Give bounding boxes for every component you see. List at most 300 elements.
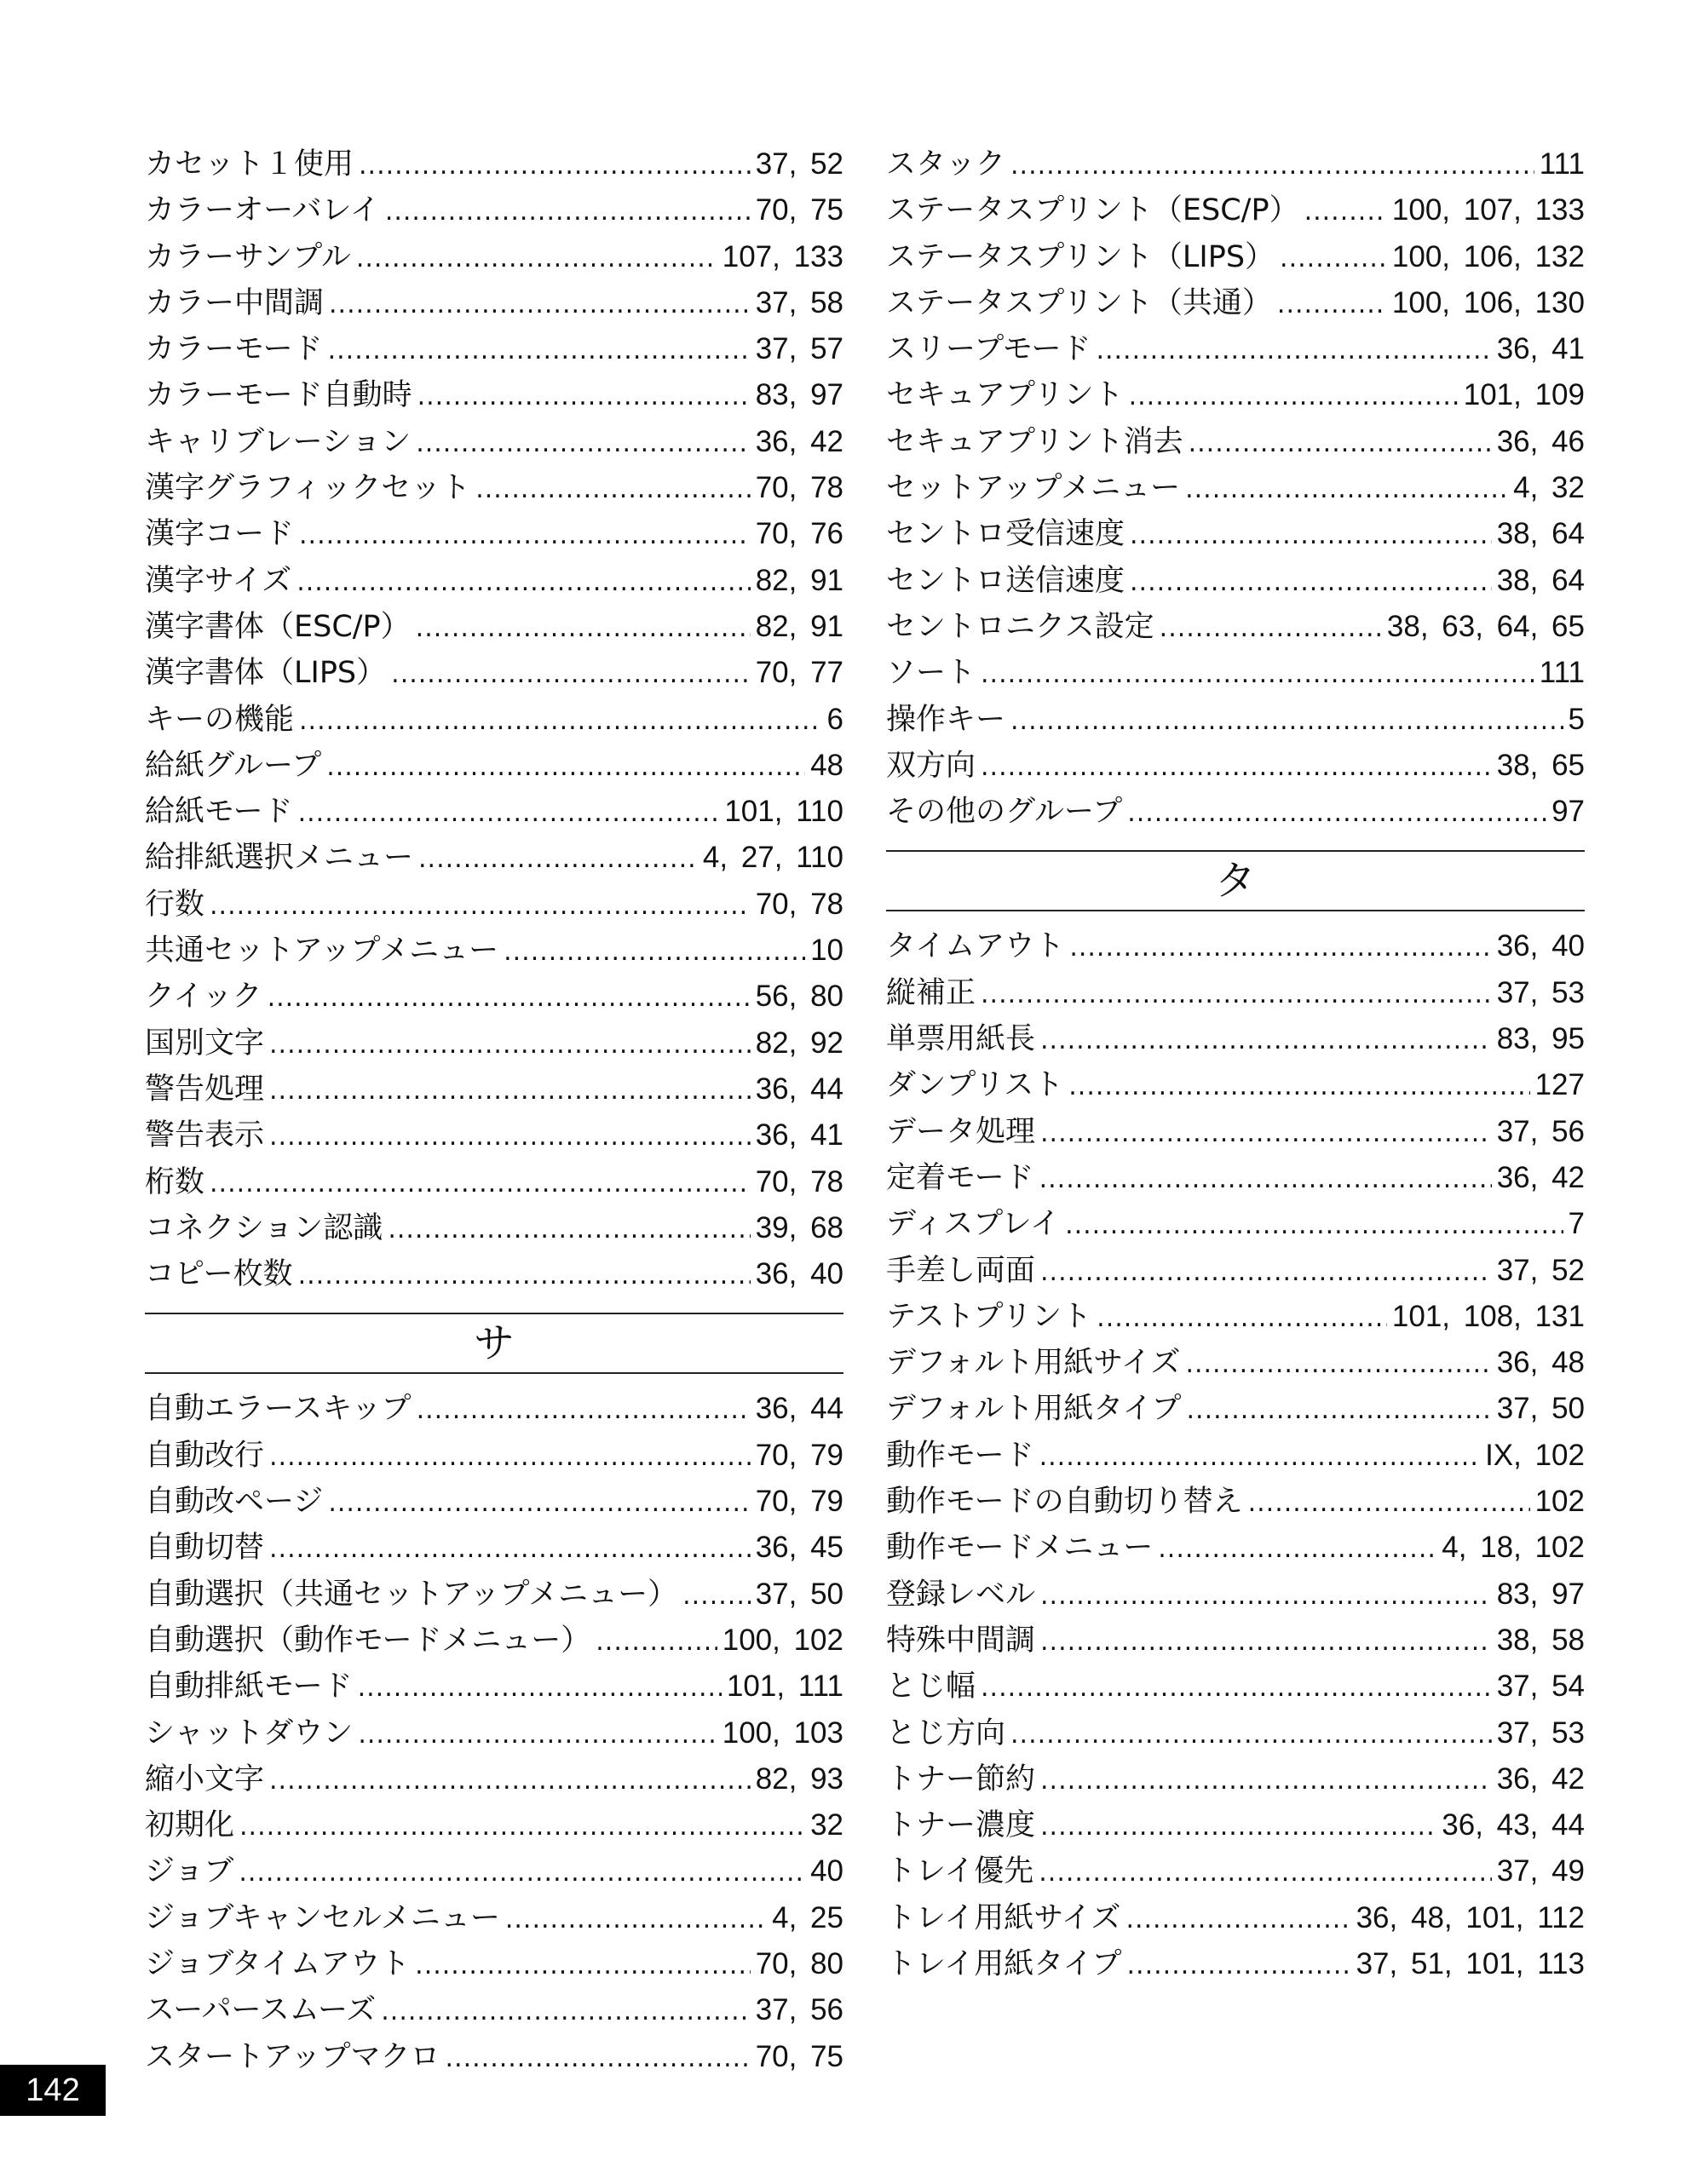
index-entry	[145, 326, 843, 372]
index-page-refs: 37, 53	[1496, 975, 1585, 1009]
index-entry	[886, 1848, 1585, 1894]
index-term: 漢字サイズ	[145, 563, 292, 598]
index-term: とじ幅	[886, 1670, 976, 1704]
index-term: カセット１使用	[145, 147, 354, 181]
index-entry	[145, 1618, 843, 1664]
index-term: 自動エラースキップ	[145, 1392, 412, 1427]
index-entry	[145, 604, 843, 650]
index-term: 定着モード	[886, 1160, 1034, 1195]
index-term: 桁数	[145, 1164, 205, 1199]
index-page-refs: 83, 97	[755, 378, 843, 412]
index-entry	[886, 1710, 1585, 1756]
dot-leader	[417, 374, 751, 420]
index-term: 警告表示	[145, 1118, 265, 1153]
dot-leader	[1039, 1157, 1492, 1203]
index-entry	[886, 743, 1585, 789]
index-entry	[886, 1062, 1585, 1108]
index-column-left	[145, 141, 843, 2080]
index-entry	[145, 1066, 843, 1112]
index-entry	[145, 419, 843, 465]
index-entry	[886, 1664, 1585, 1710]
index-term: ジョブタイムアウト	[145, 1946, 411, 1981]
index-page-refs: 37, 50	[1496, 1392, 1585, 1426]
index-entry	[886, 923, 1585, 969]
index-entry	[145, 1251, 843, 1297]
dot-leader	[391, 652, 751, 698]
dot-leader	[475, 467, 750, 513]
index-term: デフォルト用紙サイズ	[886, 1346, 1181, 1381]
index-entry	[886, 511, 1585, 557]
index-entry	[145, 234, 843, 280]
dot-leader	[1096, 328, 1491, 374]
index-entry	[886, 1201, 1585, 1247]
index-term: スリープモード	[886, 332, 1091, 367]
index-entry	[145, 1941, 843, 1987]
dot-leader	[388, 1207, 750, 1253]
index-page-refs: 37, 53	[1496, 1716, 1585, 1750]
index-term: 特殊中間調	[886, 1623, 1036, 1658]
index-entry	[886, 1109, 1585, 1155]
index-term: カラー中間調	[145, 285, 325, 320]
index-entry	[886, 1433, 1585, 1479]
index-page-refs: 82, 91	[755, 563, 843, 597]
index-term: セットアップメニュー	[886, 471, 1181, 506]
index-page-refs: 107, 133	[722, 239, 843, 273]
index-entry	[145, 558, 843, 604]
index-entry	[145, 1020, 843, 1066]
index-entry	[145, 511, 843, 557]
index-term: 登録レベル	[886, 1577, 1036, 1612]
index-term: 縮小文字	[145, 1762, 265, 1796]
section-heading-ta: タ	[886, 850, 1585, 911]
index-page-refs: 70, 79	[755, 1485, 843, 1519]
index-term: 動作モードの自動切り替え	[886, 1485, 1243, 1520]
index-page-refs: 36, 45	[755, 1531, 843, 1565]
index-entry	[145, 1205, 843, 1251]
index-term: 手差し両面	[886, 1253, 1036, 1288]
index-term: クイック	[145, 980, 262, 1014]
index-entry	[145, 187, 843, 233]
dot-leader	[1040, 1018, 1492, 1064]
index-entry	[145, 1479, 843, 1525]
index-page-refs: 37, 54	[1496, 1670, 1585, 1704]
index-page-refs: 38, 58	[1496, 1623, 1585, 1657]
dot-leader	[1097, 1296, 1387, 1342]
index-term: 自動排紙モード	[145, 1670, 353, 1704]
index-entry	[886, 419, 1585, 465]
index-page-refs: 101, 110	[724, 795, 843, 829]
index-entry	[145, 1386, 843, 1432]
index-entry	[145, 789, 843, 835]
index-term: 自動改行	[145, 1438, 265, 1473]
index-entry	[886, 326, 1585, 372]
index-page-refs: 82, 91	[755, 609, 843, 643]
index-term: 単票用紙長	[886, 1022, 1036, 1057]
index-page-refs: 70, 78	[755, 471, 843, 505]
dot-leader	[269, 1068, 751, 1114]
index-entry	[886, 1941, 1585, 1987]
dot-leader	[239, 1804, 805, 1850]
dot-leader	[328, 1480, 750, 1526]
index-page-refs: 36, 41	[755, 1118, 843, 1152]
dot-leader	[1040, 1573, 1492, 1619]
index-page-refs: 102	[1534, 1485, 1585, 1519]
index-page-refs: 37, 49	[1496, 1854, 1585, 1888]
index-page-refs: 70, 75	[755, 193, 843, 227]
index-page-refs: 70, 78	[755, 1164, 843, 1198]
index-entry	[886, 187, 1585, 233]
index-term: 国別文字	[145, 1026, 265, 1060]
dot-leader	[1158, 1526, 1436, 1572]
index-page-refs: 83, 95	[1496, 1022, 1585, 1056]
index-term: トレイ用紙タイプ	[886, 1946, 1122, 1981]
index-term: 動作モード	[886, 1438, 1034, 1473]
index-page-refs: 111	[1539, 656, 1585, 690]
index-term: ジョブ	[145, 1854, 234, 1889]
dot-leader	[1125, 1897, 1350, 1943]
index-page-refs: 100, 106, 130	[1391, 285, 1585, 319]
page-number: 142	[0, 2065, 106, 2116]
index-entry	[145, 1987, 843, 2033]
dot-leader	[1040, 1250, 1492, 1296]
index-term: セキュアプリント消去	[886, 424, 1183, 459]
index-term: カラーオーバレイ	[145, 193, 380, 228]
index-entry	[145, 743, 843, 789]
index-page-refs: 36, 40	[1496, 929, 1585, 963]
index-page-refs: 37, 52	[1496, 1253, 1585, 1287]
index-page-refs: 36, 43, 44	[1442, 1808, 1585, 1842]
index-term: カラーサンプル	[145, 239, 351, 274]
index-page-refs: 4, 18, 102	[1442, 1531, 1585, 1565]
dot-leader	[1130, 560, 1492, 606]
index-entry	[145, 928, 843, 974]
index-term: ダンプリスト	[886, 1068, 1064, 1103]
dot-leader	[1068, 1064, 1529, 1110]
dot-leader	[1185, 467, 1508, 513]
dot-leader	[1129, 374, 1459, 420]
dot-leader	[446, 2036, 751, 2082]
index-entry	[886, 280, 1585, 326]
dot-leader	[1010, 698, 1563, 744]
index-term: データ処理	[886, 1114, 1036, 1149]
index-page-refs: 70, 77	[755, 656, 843, 690]
index-page-refs: 36, 48, 101, 112	[1356, 1900, 1585, 1934]
dot-leader	[381, 1989, 750, 2035]
dot-leader	[981, 1665, 1492, 1711]
index-term: とじ方向	[886, 1716, 1006, 1750]
index-term: キャリブレーション	[145, 424, 412, 459]
index-entry	[886, 558, 1585, 604]
index-page-refs: 38, 64	[1496, 517, 1585, 551]
index-page-refs: 36, 42	[1496, 1160, 1585, 1194]
dot-leader	[416, 421, 750, 467]
index-page-refs: 70, 79	[755, 1438, 843, 1472]
index-page-refs: 39, 68	[755, 1210, 843, 1244]
index-entry	[145, 1433, 843, 1479]
dot-leader	[504, 929, 805, 975]
index-term: トナー濃度	[886, 1808, 1036, 1843]
dot-leader	[239, 1850, 805, 1896]
index-page-refs: 70, 75	[755, 2039, 843, 2073]
index-entry	[145, 1112, 843, 1158]
index-page-refs: 4, 25	[772, 1900, 843, 1934]
index-page-refs: 38, 65	[1496, 748, 1585, 782]
section-heading-sa: サ	[145, 1313, 843, 1374]
index-page-refs: 97	[1551, 795, 1585, 829]
dot-leader	[415, 1943, 751, 1989]
index-term: セントロ送信速度	[886, 563, 1125, 598]
index-page-refs: 83, 97	[1496, 1577, 1585, 1611]
dot-leader	[210, 1161, 751, 1207]
index-page-refs: 37, 50	[755, 1577, 843, 1611]
index-term: デフォルト用紙タイプ	[886, 1392, 1182, 1427]
index-term: トレイ用紙サイズ	[886, 1900, 1121, 1935]
index-page-refs: 101, 111	[726, 1670, 843, 1704]
index-entry	[145, 1895, 843, 1941]
index-entry	[145, 1848, 843, 1894]
index-group	[145, 141, 843, 1297]
index-term: ソート	[886, 656, 976, 691]
index-page-refs: 36, 44	[755, 1392, 843, 1426]
index-term: 自動選択（共通セットアップメニュー）	[145, 1577, 678, 1612]
index-page-refs: 37, 56	[1496, 1114, 1585, 1148]
dot-leader	[418, 836, 698, 882]
dot-leader	[356, 236, 717, 282]
index-entry	[886, 1802, 1585, 1848]
dot-leader	[299, 698, 822, 744]
index-term: 双方向	[886, 748, 976, 783]
dot-leader	[1069, 925, 1491, 971]
index-entry	[145, 465, 843, 511]
index-page-refs: 37, 52	[755, 147, 843, 181]
dot-leader	[981, 652, 1534, 698]
index-term: スタートアップマクロ	[145, 2039, 440, 2074]
index-term: ステータスプリント（ESC/P）	[886, 193, 1299, 228]
dot-leader	[981, 744, 1492, 790]
index-term: 給紙グループ	[145, 748, 322, 783]
index-entry	[886, 1572, 1585, 1618]
dot-leader	[596, 1619, 717, 1665]
index-page-refs: 36, 41	[1496, 332, 1585, 366]
dot-leader	[326, 744, 805, 790]
index-page-refs: 7	[1568, 1207, 1585, 1241]
index-entry	[145, 141, 843, 187]
index-entry	[886, 1386, 1585, 1432]
index-entry	[145, 650, 843, 696]
index-entry	[145, 1664, 843, 1710]
dot-leader	[1304, 189, 1387, 235]
dot-leader	[1040, 1804, 1436, 1850]
dot-leader	[269, 1758, 751, 1804]
index-entry	[886, 1479, 1585, 1525]
index-entry	[886, 1155, 1585, 1201]
dot-leader	[1185, 1342, 1491, 1388]
index-entry	[145, 1802, 843, 1848]
index-term: スタック	[886, 147, 1006, 181]
dot-leader	[1160, 606, 1382, 652]
index-term: コピー枚数	[145, 1257, 293, 1292]
index-term: 漢字書体（ESC/P）	[145, 609, 411, 644]
index-page-refs: 70, 80	[755, 1946, 843, 1980]
index-entry	[145, 1710, 843, 1756]
index-page-refs: 111	[1539, 147, 1585, 181]
index-page-refs: 100, 102	[722, 1623, 843, 1657]
dot-leader	[1248, 1480, 1530, 1526]
dot-leader	[359, 143, 751, 189]
index-entry	[886, 1525, 1585, 1571]
index-term: 自動改ページ	[145, 1485, 324, 1520]
index-page-refs: 36, 48	[1496, 1346, 1585, 1380]
index-entry	[145, 974, 843, 1020]
index-page-refs: 4, 32	[1513, 471, 1585, 505]
index-term: ジョブキャンセルメニュー	[145, 1900, 500, 1935]
index-page-refs: 100, 106, 132	[1391, 239, 1585, 273]
index-page-refs: IX, 102	[1485, 1438, 1585, 1472]
index-page-refs: 36, 44	[755, 1072, 843, 1106]
index-page-refs: 48	[810, 748, 843, 782]
index-page-refs: 5	[1568, 702, 1585, 736]
index-term: 漢字グラフィックセット	[145, 471, 471, 506]
index-term: ステータスプリント（LIPS）	[886, 239, 1275, 274]
index-term: トレイ優先	[886, 1854, 1034, 1889]
index-page-refs: 37, 57	[755, 332, 843, 366]
dot-leader	[1127, 790, 1546, 836]
index-entry	[145, 835, 843, 881]
dot-leader	[269, 1434, 751, 1480]
index-term: 自動選択（動作モードメニュー）	[145, 1623, 591, 1658]
dot-leader	[1010, 1712, 1492, 1758]
dot-leader	[1187, 1388, 1492, 1434]
index-page-refs: 4, 27, 110	[702, 841, 843, 875]
dot-leader	[328, 328, 751, 374]
index-page-refs: 37, 58	[755, 285, 843, 319]
index-page-refs: 40	[810, 1854, 843, 1888]
dot-leader	[358, 1712, 717, 1758]
index-term: セントロ受信速度	[886, 517, 1125, 552]
index-term: セキュアプリント	[886, 378, 1124, 413]
index-page-refs: 70, 76	[755, 517, 843, 551]
dot-leader	[1039, 1850, 1491, 1896]
index-term: 給排紙選択メニュー	[145, 841, 414, 876]
index-term: 縦補正	[886, 975, 976, 1010]
index-page-refs: 32	[810, 1808, 843, 1842]
index-page-refs: 101, 108, 131	[1391, 1299, 1585, 1333]
index-term: タイムアウト	[886, 929, 1065, 964]
index-term: 漢字コード	[145, 517, 295, 552]
dot-leader	[269, 1114, 751, 1160]
index-page-refs: 10	[810, 934, 843, 968]
dot-leader	[298, 790, 720, 836]
index-entry	[145, 1159, 843, 1205]
index-entry	[886, 372, 1585, 418]
dot-leader	[1040, 1758, 1492, 1804]
index-entry	[145, 1572, 843, 1618]
index-term: 行数	[145, 887, 205, 922]
dot-leader	[981, 972, 1492, 1018]
index-term: トナー節約	[886, 1762, 1036, 1796]
dot-leader	[416, 606, 751, 652]
index-term: 初期化	[145, 1808, 235, 1843]
index-entry	[886, 970, 1585, 1016]
index-page-refs: 70, 78	[755, 887, 843, 921]
dot-leader	[269, 1526, 751, 1572]
dot-leader	[269, 1022, 751, 1068]
dot-leader	[1040, 1111, 1492, 1157]
index-page-refs: 36, 40	[755, 1257, 843, 1291]
index-column-right	[886, 141, 1585, 1987]
index-page-refs: 100, 103	[722, 1716, 843, 1750]
index-term: 自動切替	[145, 1531, 265, 1566]
index-entry	[886, 1756, 1585, 1802]
index-term: 操作キー	[886, 702, 1006, 737]
index-page-refs: 38, 64	[1496, 563, 1585, 597]
index-term: カラーモード	[145, 332, 323, 367]
index-entry	[886, 234, 1585, 280]
index-entry	[145, 280, 843, 326]
dot-leader	[1065, 1203, 1563, 1249]
index-page-refs: 56, 80	[755, 980, 843, 1014]
dot-leader	[358, 1665, 722, 1711]
index-page-refs: 38, 63, 64, 65	[1386, 609, 1585, 643]
index-term: セントロニクス設定	[886, 609, 1154, 644]
index-term: ディスプレイ	[886, 1207, 1061, 1242]
index-group	[145, 1386, 843, 2079]
dot-leader	[299, 513, 751, 559]
index-page-refs: 36, 42	[1496, 1762, 1585, 1796]
index-page-refs: 100, 107, 133	[1391, 193, 1585, 227]
index-entry	[886, 1618, 1585, 1664]
index-term: 警告処理	[145, 1072, 265, 1106]
index-entry	[886, 789, 1585, 835]
index-entry	[145, 697, 843, 743]
index-page-refs: 6	[826, 702, 843, 736]
index-term: シャットダウン	[145, 1716, 354, 1750]
dot-leader	[505, 1897, 767, 1943]
index-term: テストプリント	[886, 1299, 1092, 1334]
dot-leader	[329, 282, 751, 328]
index-entry	[145, 1525, 843, 1571]
index-page-refs: 37, 56	[755, 1993, 843, 2027]
index-page-refs: 127	[1534, 1068, 1585, 1102]
index-term: 漢字書体（LIPS）	[145, 656, 387, 691]
index-term: コネクション認識	[145, 1210, 383, 1245]
index-page-refs: 36, 46	[1496, 424, 1585, 458]
dot-leader	[1039, 1434, 1480, 1480]
index-term: 動作モードメニュー	[886, 1531, 1154, 1566]
index-term: 共通セットアップメニュー	[145, 934, 499, 968]
dot-leader	[1130, 513, 1492, 559]
index-entry	[886, 1340, 1585, 1386]
index-term: キーの機能	[145, 702, 295, 737]
index-term: 給紙モード	[145, 795, 293, 830]
index-entry	[886, 1895, 1585, 1941]
index-entry	[886, 650, 1585, 696]
index-entry	[145, 2034, 843, 2080]
index-entry	[145, 372, 843, 418]
index-group	[886, 141, 1585, 835]
dot-leader	[385, 189, 751, 235]
dot-leader	[1277, 282, 1387, 328]
index-page-refs: 37, 51, 101, 113	[1356, 1946, 1585, 1980]
dot-leader	[298, 1253, 751, 1299]
index-term: スーパースムーズ	[145, 1993, 377, 2028]
index-entry	[886, 604, 1585, 650]
dot-leader	[1280, 236, 1387, 282]
dot-leader	[1040, 1619, 1492, 1665]
index-page-refs: 101, 109	[1463, 378, 1585, 412]
index-term: カラーモード自動時	[145, 378, 412, 413]
dot-leader	[1189, 421, 1492, 467]
